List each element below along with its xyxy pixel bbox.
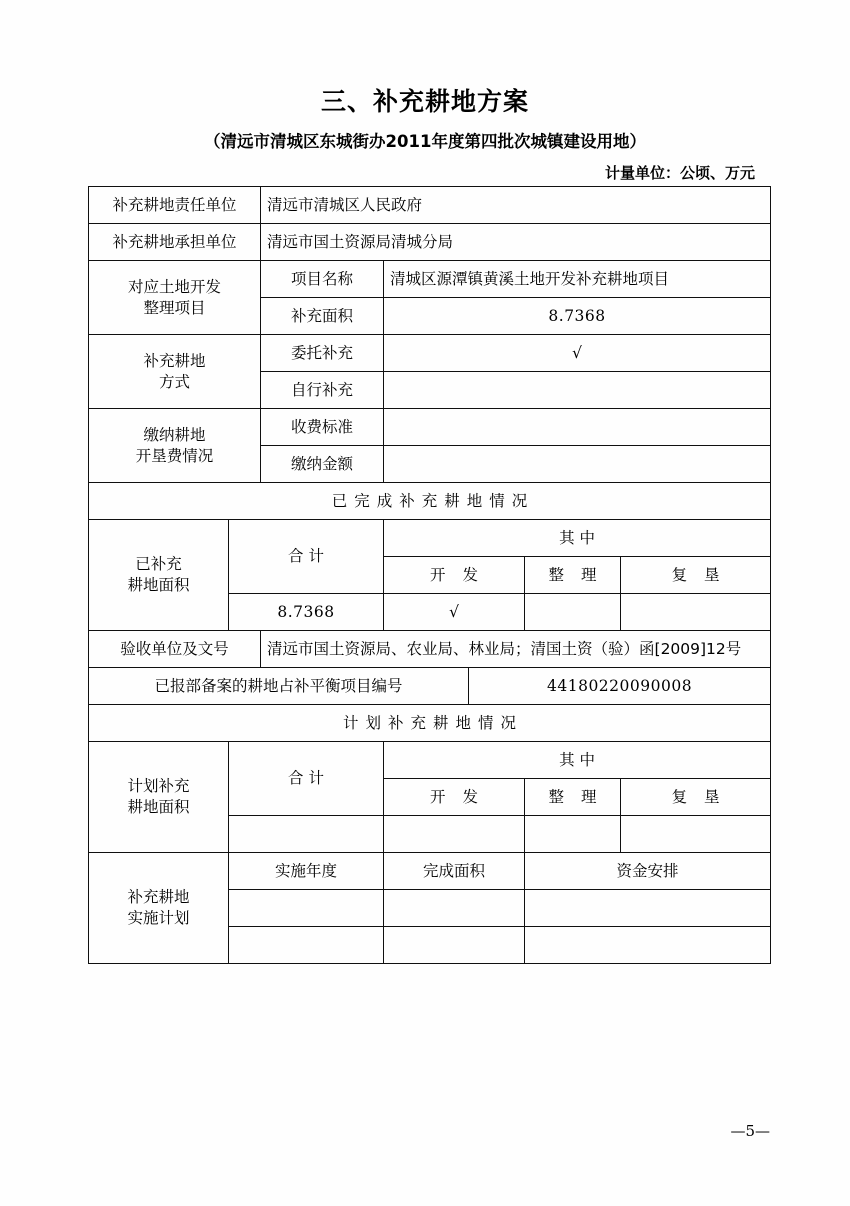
completed-area-label-line1: 已补充 xyxy=(135,555,182,574)
supplementary-farmland-table xyxy=(88,186,771,964)
supplementary-farmland-table-wrapper xyxy=(88,186,770,964)
planned-col-development: 开 发 xyxy=(384,779,525,816)
undertaking-unit-value: 清远市国土资源局清城分局 xyxy=(261,224,771,261)
implementation-plan-label-line1: 补充耕地 xyxy=(127,888,190,907)
supplement-method-label-line1: 补充耕地 xyxy=(143,351,206,370)
page-number: —5— xyxy=(730,1122,770,1140)
implementation-year-value xyxy=(229,890,384,927)
planned-area-label-line2: 耕地面积 xyxy=(127,798,190,816)
entrusted-supplement-checkmark: √ xyxy=(384,335,771,372)
planned-development-value xyxy=(384,816,525,853)
responsible-unit-value: 清远市清城区人民政府 xyxy=(261,187,771,224)
project-name-label: 项目名称 xyxy=(261,261,384,298)
completed-consolidation-value xyxy=(525,594,621,631)
implementation-plan-label-line2: 实施计划 xyxy=(127,909,190,927)
fee-paid-label: 缴纳金额 xyxy=(261,446,384,483)
table-row-project-name xyxy=(89,261,771,298)
table-row-fee-standard xyxy=(89,409,771,446)
completed-area-label xyxy=(89,520,229,631)
completed-col-development: 开 发 xyxy=(384,557,525,594)
corresponding-project-label xyxy=(89,261,261,335)
implementation-funding-value xyxy=(525,890,771,927)
implementation-plan-label xyxy=(89,853,229,964)
planned-col-reclamation: 复 垦 xyxy=(621,779,771,816)
entrusted-supplement-label: 委托补充 xyxy=(261,335,384,372)
table-row-responsible-unit xyxy=(89,187,771,224)
planned-reclamation-value xyxy=(621,816,771,853)
filed-project-number-label: 已报部备案的耕地占补平衡项目编号 xyxy=(89,668,469,705)
completed-total-value: 8.7368 xyxy=(229,594,384,631)
acceptance-label: 验收单位及文号 xyxy=(89,631,261,668)
supplement-area-value: 8.7368 xyxy=(384,298,771,335)
implementation-funding-value xyxy=(525,927,771,964)
undertaking-unit-label: 补充耕地承担单位 xyxy=(89,224,261,261)
self-supplement-label: 自行补充 xyxy=(261,372,384,409)
corresponding-project-label-line2: 整理项目 xyxy=(143,298,206,317)
acceptance-value: 清远市国土资源局、农业局、林业局；清国土资（验）函[2009]12号 xyxy=(261,631,771,668)
table-row-completed-among-header xyxy=(89,520,771,557)
implementation-col-area: 完成面积 xyxy=(384,853,525,890)
table-row-planned-among-header xyxy=(89,742,771,779)
self-supplement-value xyxy=(384,372,771,409)
reclamation-fee-label-line1: 缴纳耕地 xyxy=(143,425,206,444)
completed-area-label-line2: 耕地面积 xyxy=(127,576,190,594)
page-subtitle: （清远市清城区东城街办2011年度第四批次城镇建设用地） xyxy=(204,132,646,151)
completed-col-consolidation: 整 理 xyxy=(525,557,621,594)
page-title: 三、补充耕地方案 xyxy=(320,87,529,116)
table-row-undertaking-unit xyxy=(89,224,771,261)
implementation-area-value xyxy=(384,890,525,927)
completed-section-title: 已完成补充耕地情况 xyxy=(89,483,771,520)
fee-paid-value xyxy=(384,446,771,483)
filed-project-number-value: 44180220090008 xyxy=(469,668,771,705)
implementation-col-year: 实施年度 xyxy=(229,853,384,890)
table-row-implementation-header xyxy=(89,853,771,890)
completed-total-header: 合 计 xyxy=(229,520,384,594)
supplement-method-label-line2: 方式 xyxy=(159,372,191,391)
table-row-acceptance xyxy=(89,631,771,668)
planned-total-value xyxy=(229,816,384,853)
corresponding-project-label-line1: 对应土地开发 xyxy=(128,277,222,296)
project-name-value: 清城区源潭镇黄溪土地开发补充耕地项目 xyxy=(384,261,771,298)
measurement-unit-note: 计量单位：公顷、万元 xyxy=(604,164,755,182)
planned-consolidation-value xyxy=(525,816,621,853)
planned-section-title: 计划补充耕地情况 xyxy=(89,705,771,742)
implementation-area-value xyxy=(384,927,525,964)
completed-col-reclamation: 复 垦 xyxy=(621,557,771,594)
table-row-completed-section-title xyxy=(89,483,771,520)
completed-reclamation-value xyxy=(621,594,771,631)
table-row-filed-project-number xyxy=(89,668,771,705)
planned-area-label-line1: 计划补充 xyxy=(127,777,190,796)
completed-development-value: √ xyxy=(384,594,525,631)
fee-standard-label: 收费标准 xyxy=(261,409,384,446)
planned-area-label xyxy=(89,742,229,853)
supplement-area-label: 补充面积 xyxy=(261,298,384,335)
reclamation-fee-label xyxy=(89,409,261,483)
planned-total-header: 合 计 xyxy=(229,742,384,816)
reclamation-fee-label-line2: 开垦费情况 xyxy=(135,446,214,465)
implementation-col-funding: 资金安排 xyxy=(525,853,771,890)
completed-among-header: 其 中 xyxy=(384,520,771,557)
implementation-year-value xyxy=(229,927,384,964)
table-row-entrusted-supplement xyxy=(89,335,771,372)
responsible-unit-label: 补充耕地责任单位 xyxy=(89,187,261,224)
fee-standard-value xyxy=(384,409,771,446)
planned-col-consolidation: 整 理 xyxy=(525,779,621,816)
supplement-method-label xyxy=(89,335,261,409)
table-row-planned-section-title xyxy=(89,705,771,742)
planned-among-header: 其 中 xyxy=(384,742,771,779)
